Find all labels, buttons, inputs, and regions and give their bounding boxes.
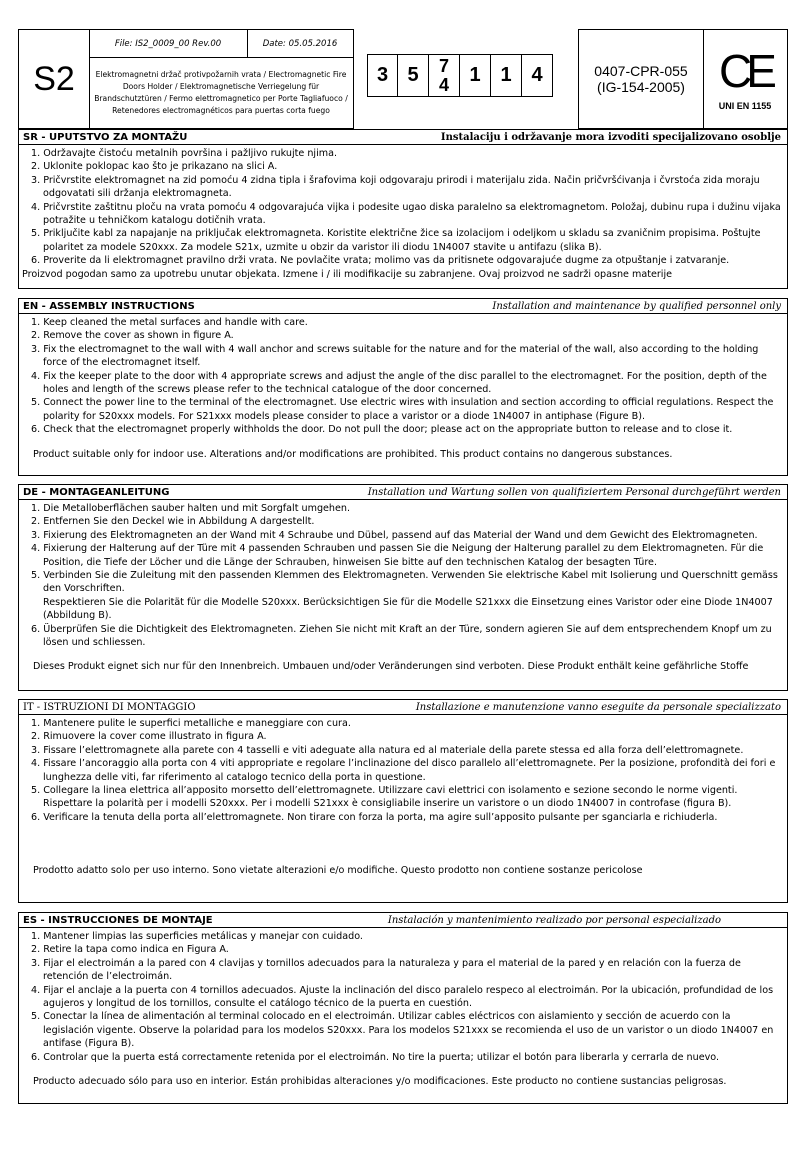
section-header xyxy=(19,485,787,500)
list-item: 3. Fix the electromagnet to the wall with 4 wall anchor and screws suitable for the nature and for the material of the wall, also according to the holding force of the electromagnet itself. xyxy=(31,343,759,369)
list-item: 2. Uklonite poklopac kao što je prikazano na slici A. xyxy=(31,161,278,173)
section-body xyxy=(19,928,787,1088)
list-item: 5. Collegare la linea elettrica all’apposito morsetto dell’elettromagnete. Utilizzare cavi elettrici con isolamento e sezione secondo le norme vigenti. xyxy=(31,785,738,797)
product-code: S2 xyxy=(19,30,90,128)
section-footer: Producto adecuado sólo para uso en interior. Están prohibidas alteraciones y/o modificaciones. Este producto no contiene sustancias peligrosas. xyxy=(33,1076,727,1088)
list-item: 3. Pričvrstite elektromagnet na zid pomoću 4 zidna tipla i šrafovima koji odgovaraju prirodi i materijalu zida. Način pričvršćivanja i čvrstoća zida moraju odgovatati sili držanja elektromagneta. xyxy=(31,174,760,200)
section-footer: Proizvod pogodan samo za upotrebu unutar objekata. Izmene i / ili modifikacije su zabranjene. Ovaj proizvod ne sadrži opasne materije xyxy=(22,268,673,280)
list-item: 4. Pričvrstite zaštitnu ploču na vrata pomoću 4 odgovarajuća vijka i podesite ugao diska paralelno sa elektromagnetom. Položaj, dubinu rupa i dužinu vijaka potražite u tehničkom katalogu dotičnih vrata. xyxy=(31,201,781,227)
list-item: 4. Fissare l’ancoraggio alla porta con 4 viti appropriate e regolare l’inclinazione del disco parallelo all’elettromagnete. Per la posizione, profondità dei fori e lunghezza delle viti, far riferimento al catalogo tecnico della porta in questione. xyxy=(31,758,776,783)
section-body xyxy=(19,715,787,878)
ce-cell xyxy=(703,30,787,128)
list-item: 1. Mantener limpias las superficies metálicas y manejar con cuidado. xyxy=(31,931,363,942)
list-item-continuation: Rispettare la polarità per i modelli S20xxx. Per i modelli S21xxx è consigliabile inserire un varistore o un diodo 1N4007 in controfase (figura B). xyxy=(43,798,732,810)
digit-box: 4 xyxy=(522,54,553,97)
section-body xyxy=(19,145,787,281)
list-item: 1. Die Metalloberflächen sauber halten und mit Sorgfalt umgehen. xyxy=(31,503,351,514)
list-item: 5. Verbinden Sie die Zuleitung mit den passenden Klemmen des Elektromagneten. Verwenden Sie elektrische Kabel mit Isolierung und Querschnitt gemäss den Vorschriften. xyxy=(31,570,778,595)
section-sr xyxy=(18,129,788,289)
section-note: Installation und Wartung sollen von qualifiziertem Personal durchgeführt werden xyxy=(367,486,781,498)
list-item: 1. Održavajte čistoću metalnih površina i pažljivo rukujte njima. xyxy=(31,148,338,159)
list-item: 4. Fixierung der Halterung auf der Türe mit 4 passenden Schrauben und passen Sie die Neigung der Halterung parallel zu dem Elektromagneten. Für die Position, die Tiefe der Löcher und die Länge der Schrauben, hinweisen Sie bitte auf den technischen Katalog der besagten Türe. xyxy=(31,543,764,568)
section-note: Instalación y mantenimiento realizado por personal especializado xyxy=(387,914,721,926)
section-de xyxy=(18,484,788,691)
digit-box: 5 xyxy=(398,54,429,97)
section-header xyxy=(19,130,787,145)
list-item: 2. Rimuovere la cover come illustrato in figura A. xyxy=(31,731,267,743)
list-item: 5. Connect the power line to the terminal of the electromagnet. Use electric wires with insulation and section according to official regulations. Respect the polarity for S20xxx models. For S21xxx models please consider to place a varistor or a diode 1N4007 in antiphase (Figure B). xyxy=(31,397,774,422)
cpr-code: 0407-CPR-055 xyxy=(594,63,688,79)
digit-lower: 4 xyxy=(438,74,449,95)
section-header xyxy=(19,299,787,314)
digit-upper: 7 xyxy=(438,55,449,76)
section-title: ES - INSTRUCCIONES DE MONTAJE xyxy=(23,914,213,926)
section-title: IT - ISTRUZIONI DI MONTAGGIO xyxy=(23,701,196,713)
standard-reference: UNI EN 1155 xyxy=(718,101,772,111)
section-body xyxy=(19,500,787,674)
list-item: 1. Keep cleaned the metal surfaces and handle with care. xyxy=(31,317,308,328)
list-item: 6. Überprüfen Sie die Dichtigkeit des Elektromagneten. Ziehen Sie nicht mit Kraft an der Türe, sondern agieren Sie auf dem entsprechendem Knopf um zu lösen und schliessen. xyxy=(31,623,772,649)
section-note: Instalaciju i održavanje mora izvoditi specijalizovano osoblje xyxy=(440,131,781,143)
digit-box: 1 xyxy=(491,54,522,97)
section-title: DE - MONTAGEANLEITUNG xyxy=(23,486,170,498)
list-item: 4. Fix the keeper plate to the door with 4 appropriate screws and adjust the angle of the disc parallel to the electromagnet. For the position, depth of the holes and length of the screws please refer to the technical catalogue of the door concerned. xyxy=(31,370,767,396)
document-header-block xyxy=(18,29,354,129)
list-item: 3. Fijar el electroimán a la pared con 4 clavijas y tornillos adecuados para la naturaleza y para el material de la pared y en relación con la fuerza de retención de l’electroimán. xyxy=(31,957,741,983)
section-footer: Prodotto adatto solo per uso interno. Sono vietate alterazioni e/o modifiche. Questo prodotto non contiene sostanze pericolose xyxy=(33,865,643,877)
document-date: Date: 05.05.2016 xyxy=(247,30,353,58)
list-item: 4. Fijar el anclaje a la puerta con 4 tornillos adecuados. Ajuste la inclinación del disco paralelo respeco al electroimán. Por la ubicación, profundidad de los agujeros y longitud de los tornillos, consulte el catálogo técnico de la puerta en cuestión. xyxy=(31,984,774,1010)
section-es xyxy=(18,912,788,1104)
digit-box-stacked xyxy=(429,54,460,97)
list-item: 3. Fixierung des Elektromagneten an der Wand mit 4 Schraube und Dübel, passend auf das Material der Wand und dem Gewicht des Elektromagneten. xyxy=(31,529,758,541)
list-item: 2. Retire la tapa como indica en Figura A. xyxy=(31,944,229,956)
list-item: 6. Check that the electromagnet properly withholds the door. Do not pull the door; please act on the appropriate button to release and to close it. xyxy=(31,424,733,436)
list-item: 6. Verificare la tenuta della porta all’elettromagnete. Non tirare con forza la porta, ma agire sull’apposito pulsante per sganciarla e richiuderla. xyxy=(31,811,718,823)
list-item: 6. Proverite da li elektromagnet pravilno drži vrata. Ne povlačite vrata; molimo vas da pritisnete odgovarajuće dugme za otpuštanje i zatvaranje. xyxy=(31,255,730,267)
digit-box: 3 xyxy=(367,54,398,97)
certificate-number-boxes xyxy=(367,54,553,97)
section-header xyxy=(19,700,787,715)
section-note: Installazione e manutenzione vanno eseguite da personale specializzato xyxy=(415,701,781,713)
section-footer: Dieses Produkt eignet sich nur für den Innenbreich. Umbauen und/oder Veränderungen sind verboten. Diese Produkt enthält keine gefährliche Stoffe xyxy=(33,661,749,673)
list-item: 2. Entfernen Sie den Deckel wie in Abbildung A dargestellt. xyxy=(31,516,315,528)
ig-code: (IG-154-2005) xyxy=(597,79,685,95)
list-item: 3. Fissare l’elettromagnete alla parete con 4 tasselli e viti adeguate alla natura ed al materiale della parete stessa ed alla forza dell’elettromagnete. xyxy=(31,744,744,756)
section-header xyxy=(19,913,787,928)
list-item: 6. Controlar que la puerta está correctamente retenida por el electroimán. No tire la puerta; utilizar el botón para liberarla y cerrarla de nuevo. xyxy=(31,1051,720,1063)
section-note: Installation and maintenance by qualified personnel only xyxy=(492,300,781,312)
list-item-continuation: Respektieren Sie die Polarität für die Modelle S20xxx. Berücksichtigen Sie für die Modelle S21xxx die Einsetzung eines Varistor oder eine Diode 1N4007 (Abbildung B). xyxy=(43,596,773,622)
certification-block xyxy=(578,29,788,129)
list-item: 5. Conectar la línea de alimentación al terminal colocado en el electroimán. Utilizar cables eléctricos con aislamiento y sección de acuerdo con la legislación vigente. Observe la polaridad para los modelos S20xxx. Para los modelos S21xxx se recomienda el uso de un varistor o un diodo 1N4007 en antifase (Figura B). xyxy=(31,1011,774,1050)
section-title: EN - ASSEMBLY INSTRUCTIONS xyxy=(23,300,195,312)
cpr-reference xyxy=(579,30,704,128)
list-item: 2. Remove the cover as shown in figure A. xyxy=(31,330,234,342)
list-item: 1. Mantenere pulite le superfici metalliche e maneggiare con cura. xyxy=(31,718,351,729)
file-reference: File: IS2_0009_00 Rev.00 xyxy=(89,30,248,58)
section-it xyxy=(18,699,788,903)
section-footer: Product suitable only for indoor use. Alterations and/or modifications are prohibited. This product contains no dangerous substances. xyxy=(33,448,673,460)
list-item: 5. Priključite kabl za napajanje na priključak elektromagneta. Koristite električne žice sa izolacijom i odeljkom u skladu sa zvaničnim propisima. Poštujte polaritet za modele S20xxx. Za modele S21x, uzmite u obzir da varistor ili diodu 1N4007 stavite u antifazu (slika B). xyxy=(31,228,761,253)
section-en xyxy=(18,298,788,476)
ce-mark-icon: CE xyxy=(719,45,771,97)
product-description: Elektromagnetni držač protivpožarnih vrata / Electromagnetic Fire Doors Holder / Elektromagnetische Verriegelung für Brandschutztüren / Fermo elettromagnetico per Porte Tagliafuoco / Retenedores electromagnéticos para puertas corta fuego xyxy=(94,69,348,115)
section-body xyxy=(19,314,787,461)
section-title: SR - UPUTSTVO ZA MONTAŽU xyxy=(23,131,188,143)
digit-box: 1 xyxy=(460,54,491,97)
